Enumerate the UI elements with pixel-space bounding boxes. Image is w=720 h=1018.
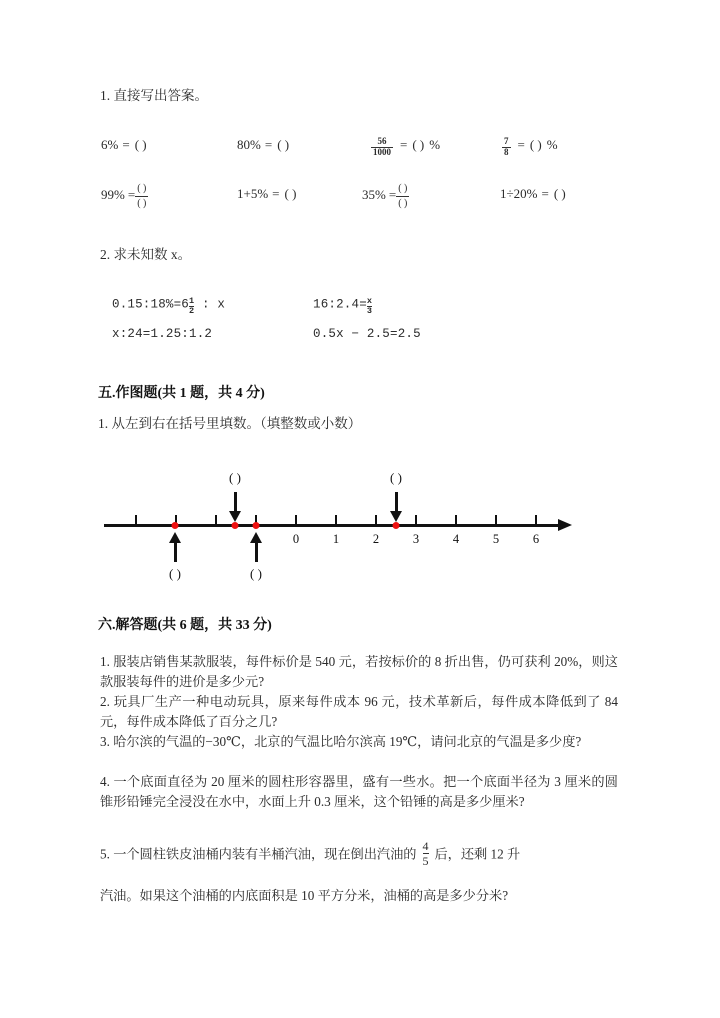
fraction-denominator: 8 [504, 146, 509, 157]
number-line-label-0: 0 [292, 532, 300, 546]
section-five-heading: 五.作图题(共 1 题，共 4 分) [98, 386, 265, 401]
pointer-arrow-up-icon [250, 532, 262, 562]
arith-item-8-eq: = [541, 186, 549, 201]
number-line-tick [335, 515, 337, 525]
number-line-blank-below-1[interactable]: ( ) [169, 566, 181, 581]
equation-1 [112, 297, 225, 315]
arith-item-4-suffix: % [546, 137, 558, 152]
blank-fraction-denominator[interactable]: ( ) [398, 197, 408, 209]
number-line-label-4: 4 [452, 532, 460, 546]
arith-item-8-lhs: 1÷20% [500, 186, 538, 201]
arith-item-2-blank[interactable]: ( ) [277, 137, 290, 152]
number-line-label-2: 2 [372, 532, 380, 546]
word-problem-3: 3. 哈尔滨的气温的−30℃，北京的气温比哈尔滨高 19℃，请问北京的气温是多少度? [100, 734, 582, 749]
arith-item-4-eq: = [517, 137, 525, 152]
arith-item-6-eq: = [272, 186, 280, 201]
number-line-tick [375, 515, 377, 525]
arith-item-7 [362, 183, 409, 209]
number-line-marker-dot [172, 522, 179, 529]
pointer-arrow-down-icon [390, 492, 402, 522]
equation-1-text-a: 0.15:18%=6 [112, 297, 190, 312]
solve-x-prompt: 2. 求未知数 x。 [100, 247, 192, 262]
arith-item-6-blank[interactable]: ( ) [284, 186, 297, 201]
equation-1-text-b: : x [194, 297, 226, 312]
number-line-tick [215, 515, 217, 525]
fraction-denominator: 5 [422, 854, 429, 869]
equation-3-text: x:24=1.25:1.2 [112, 327, 213, 341]
fraction-numerator: 1 [189, 296, 195, 306]
arith-item-1 [101, 137, 147, 153]
word-problem-5-part-a: 5. 一个圆柱铁皮油桶内装有半桶汽油，现在倒出汽油的 [100, 846, 417, 862]
arith-prompt: 1. 直接写出答案。 [100, 88, 208, 103]
arith-item-1-lhs: 6% [101, 137, 119, 152]
number-line-tick [535, 515, 537, 525]
number-line-tick [455, 515, 457, 525]
arith-item-4-blank[interactable]: ( ) [529, 137, 542, 152]
number-line-blank-below-2[interactable]: ( ) [250, 566, 262, 581]
arith-item-1-blank[interactable]: ( ) [134, 137, 147, 152]
number-line-marker-dot [393, 522, 400, 529]
arith-item-2-lhs: 80% [237, 137, 261, 152]
word-problem-5-part-b: 后，还剩 12 升 [434, 846, 521, 862]
blank-fraction-35[interactable] [396, 183, 409, 209]
arith-item-5-eq: = [127, 187, 136, 202]
blank-fraction-numerator[interactable]: ( ) [396, 183, 409, 197]
number-line-figure [96, 462, 616, 590]
equation-2-text-a: 16:2.4= [313, 297, 367, 312]
blank-fraction-99[interactable] [135, 183, 148, 209]
blank-fraction-numerator[interactable]: ( ) [135, 183, 148, 197]
arith-item-3-eq: = [400, 137, 408, 152]
arith-item-2 [237, 137, 289, 153]
number-line-label-6: 6 [532, 532, 540, 546]
section-five-prompt: 1. 从左到右在括号里填数。（填整数或小数） [98, 416, 362, 431]
number-line-tick [495, 515, 497, 525]
blank-fraction-denominator[interactable]: ( ) [137, 197, 147, 209]
fraction-numerator: x [366, 296, 373, 306]
fraction-numerator: 4 [422, 839, 429, 853]
word-problem-4: 4. 一个底面直径为 20 厘米的圆柱形容器里，盛有一些水。把一个底面半径为 3 厘米的圆锥形铅锤完全浸没在水中，水面上升 0.3 厘米，这个铅锤的高是多少厘米? [100, 774, 618, 810]
arith-item-3-blank[interactable]: ( ) [412, 137, 425, 152]
arith-item-5-lhs: 99% [101, 187, 125, 202]
fraction-4-over-5 [423, 840, 429, 868]
section-six-heading: 六.解答题(共 6 题，共 33 分) [98, 618, 272, 633]
fraction-56-over-1000 [371, 137, 393, 157]
pointer-arrow-up-icon [169, 532, 181, 562]
arith-item-6 [237, 186, 296, 202]
fraction-numerator: 7 [504, 136, 509, 147]
number-line-blank-above-1[interactable]: ( ) [229, 470, 241, 485]
equation-4-text: 0.5x − 2.5=2.5 [313, 327, 421, 341]
arith-item-7-lhs: 35% [362, 187, 386, 202]
fraction-denominator: 3 [366, 305, 373, 316]
number-line-label-1: 1 [332, 532, 340, 546]
arith-item-7-eq: = [388, 187, 397, 202]
fraction-x-over-3 [367, 297, 372, 315]
arith-item-3-suffix: % [429, 137, 441, 152]
number-line-marker-dot [232, 522, 239, 529]
fraction-7-over-8 [502, 137, 511, 157]
word-problem-5 [100, 840, 618, 868]
pointer-arrow-down-icon [229, 492, 241, 522]
arith-item-3 [369, 137, 440, 157]
arith-item-2-eq: = [264, 137, 273, 152]
equation-2 [313, 297, 372, 315]
number-line-tick [415, 515, 417, 525]
arith-item-6-lhs: 1+5% [237, 186, 269, 201]
arith-item-8 [500, 186, 566, 202]
equation-4 [313, 327, 421, 341]
fraction-denominator: 2 [189, 305, 195, 316]
arith-item-4 [500, 137, 558, 157]
number-line-label-3: 3 [412, 532, 420, 546]
number-line-arrowhead-icon [558, 519, 572, 531]
arith-item-5 [101, 183, 148, 209]
number-line-tick [295, 515, 297, 525]
equation-3 [112, 327, 212, 341]
number-line-blank-above-2[interactable]: ( ) [390, 470, 402, 485]
word-problem-5-continued: 汽油。如果这个油桶的内底面积是 10 平方分米，油桶的高是多少分米? [100, 888, 509, 903]
word-problem-2: 2. 玩具厂生产一种电动玩具，原来每件成本 96 元，技术革新后，每件成本降低到了 84 元，每件成本降低了百分之几? [100, 694, 618, 730]
fraction-denominator: 1000 [373, 146, 391, 157]
word-problem-1: 1. 服装店销售某款服装，每件标价是 540 元，若按标价的 8 折出售，仍可获利 20%，则这款服装每件的进价是多少元? [100, 654, 618, 690]
fraction-numerator: 56 [377, 136, 387, 147]
arith-item-1-eq: = [122, 137, 130, 152]
number-line-label-5: 5 [492, 532, 500, 546]
arith-item-8-blank[interactable]: ( ) [553, 186, 566, 201]
number-line-marker-dot [253, 522, 260, 529]
number-line-tick [135, 515, 137, 525]
